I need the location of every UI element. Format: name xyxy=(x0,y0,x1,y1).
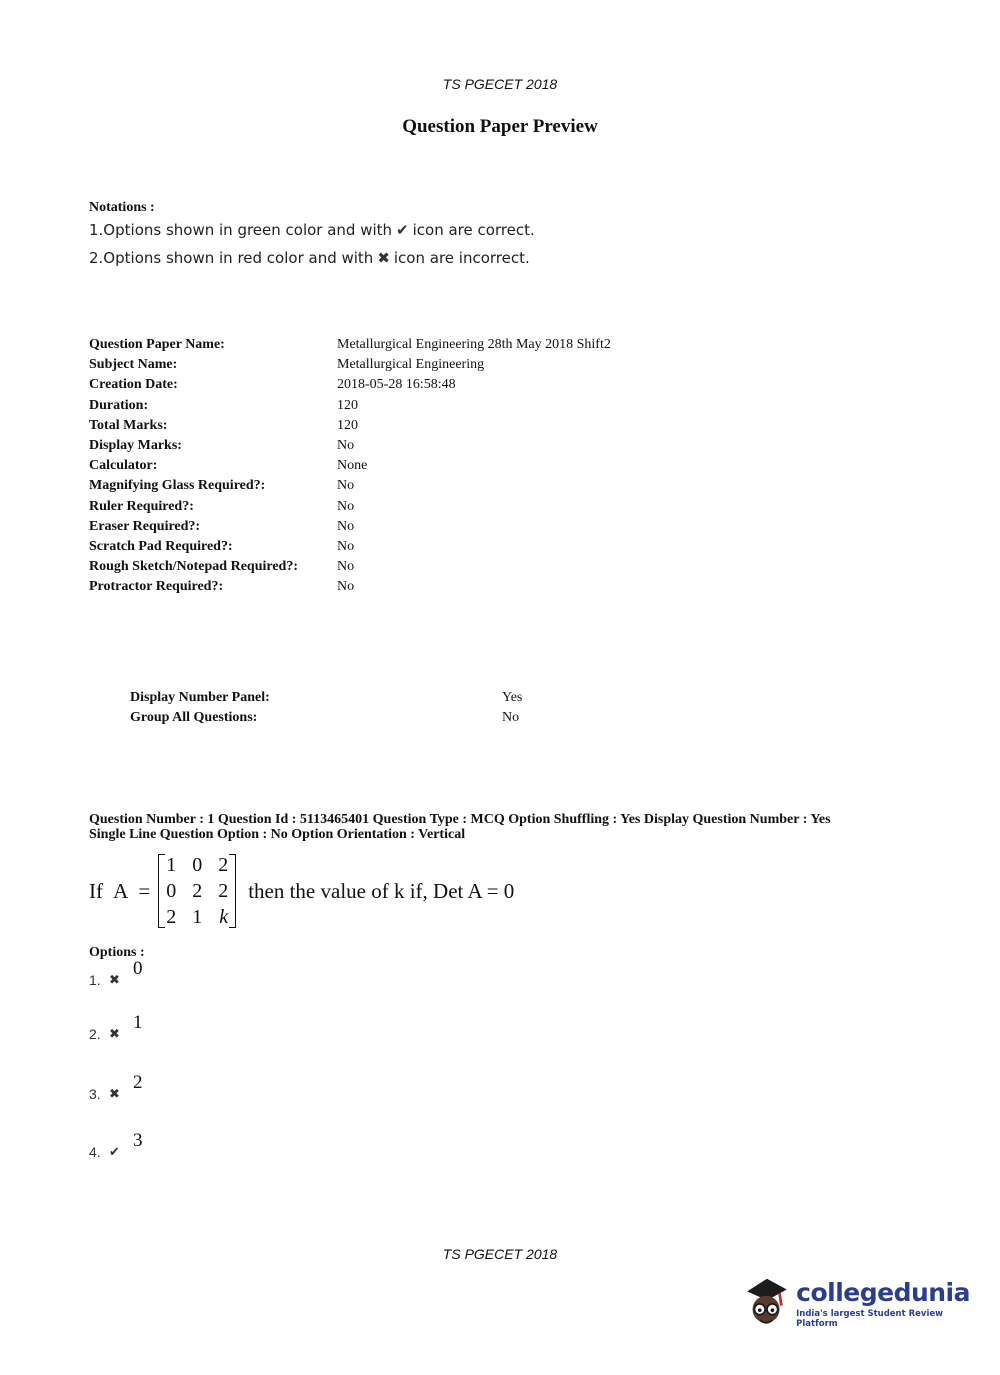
detail-key: Protractor Required?: xyxy=(89,579,224,595)
detail-key: Ruler Required?: xyxy=(89,498,194,514)
matrix-cell: 2 xyxy=(218,880,229,902)
option-item[interactable] xyxy=(89,1072,143,1102)
detail-value: Metallurgical Engineering 28th May 2018 Shift2 xyxy=(337,337,611,352)
options-label: Options : xyxy=(89,945,145,960)
matrix-cell: 0 xyxy=(192,854,203,876)
question-info-line: Single Line Question Option : No Option Orientation : Vertical xyxy=(89,827,466,842)
detail-row xyxy=(89,476,611,496)
detail-key: Total Marks: xyxy=(89,417,168,433)
cross-icon: ✖ xyxy=(109,1086,120,1101)
notation-text: 2.Options shown in red color and with xyxy=(89,249,374,267)
panel-settings xyxy=(130,688,522,728)
panel-row xyxy=(130,708,522,728)
detail-key: Scratch Pad Required?: xyxy=(89,539,233,555)
detail-key: Magnifying Glass Required?: xyxy=(89,478,266,494)
notations-label: Notations : xyxy=(89,200,155,215)
notation-text: 1.Options shown in green color and with xyxy=(89,221,393,239)
detail-key: Calculator: xyxy=(89,458,158,474)
matrix-cell: 2 xyxy=(166,906,177,928)
panel-row xyxy=(130,688,522,708)
option-number: 3. xyxy=(89,1086,101,1102)
option-value: 2 xyxy=(133,1072,143,1093)
detail-row xyxy=(89,375,611,395)
option-item[interactable] xyxy=(89,958,143,988)
matrix-cell: k xyxy=(219,906,229,928)
logo-brand-name: collegedunia xyxy=(796,1277,970,1307)
mascot-icon xyxy=(740,1270,792,1336)
panel-value: Yes xyxy=(502,690,523,705)
detail-value: No xyxy=(337,579,355,595)
detail-value: No xyxy=(337,498,355,514)
logo-tagline: India's largest Student Review Platform xyxy=(796,1308,944,1329)
question-prefix: If A = xyxy=(89,878,151,903)
detail-row xyxy=(89,557,611,577)
detail-row xyxy=(89,436,611,456)
cross-icon: ✖ xyxy=(109,972,120,987)
option-value: 0 xyxy=(133,958,143,979)
page-title: Question Paper Preview xyxy=(402,116,598,137)
detail-value: Metallurgical Engineering xyxy=(337,357,485,373)
option-number: 1. xyxy=(89,972,101,988)
paper-details xyxy=(89,335,611,598)
question-info xyxy=(89,812,909,842)
detail-row xyxy=(89,416,611,436)
option-value: 1 xyxy=(133,1012,143,1033)
detail-row xyxy=(89,517,611,537)
notation-text: icon are correct. xyxy=(412,221,535,239)
detail-value: No xyxy=(337,518,355,534)
detail-key: Display Marks: xyxy=(89,438,182,454)
matrix-cell: 2 xyxy=(218,854,229,876)
detail-row xyxy=(89,335,611,355)
detail-row xyxy=(89,396,611,416)
notation-text: icon are incorrect. xyxy=(393,249,530,267)
matrix-cell: 1 xyxy=(166,854,177,876)
detail-value: No xyxy=(337,478,355,494)
question-suffix: then the value of k if, Det A = 0 xyxy=(248,878,515,903)
detail-key: Eraser Required?: xyxy=(89,518,201,534)
detail-value: No xyxy=(337,539,355,555)
cross-icon: ✖ xyxy=(377,249,390,267)
detail-key: Rough Sketch/Notepad Required?: xyxy=(89,559,298,575)
matrix-a xyxy=(158,852,236,930)
cross-icon: ✖ xyxy=(109,1026,120,1041)
notation-correct xyxy=(89,221,535,239)
matrix-cell: 0 xyxy=(166,880,177,902)
option-number: 2. xyxy=(89,1026,101,1042)
footer-exam-name: TS PGECET 2018 xyxy=(442,1246,558,1262)
option-number: 4. xyxy=(89,1144,101,1160)
question-info-line: Question Number : 1 Question Id : 5113465401 Question Type : MCQ Option Shuffling : Yes Display Question Number : Yes xyxy=(89,812,831,827)
panel-key: Group All Questions: xyxy=(130,710,258,725)
matrix-cell: 2 xyxy=(192,880,203,902)
option-item[interactable] xyxy=(89,1012,143,1042)
option-item[interactable] xyxy=(89,1130,143,1160)
check-icon: ✔ xyxy=(109,1144,120,1159)
panel-value: No xyxy=(502,710,520,725)
detail-key: Creation Date: xyxy=(89,377,178,393)
detail-key: Question Paper Name: xyxy=(89,337,225,352)
panel-key: Display Number Panel: xyxy=(130,690,270,705)
detail-value: None xyxy=(337,458,368,474)
detail-value: 2018-05-28 16:58:48 xyxy=(337,377,456,393)
detail-row xyxy=(89,577,611,597)
header-exam-name: TS PGECET 2018 xyxy=(442,76,558,92)
detail-row xyxy=(89,456,611,476)
option-value: 3 xyxy=(133,1130,143,1151)
detail-row xyxy=(89,497,611,517)
detail-row xyxy=(89,537,611,557)
detail-value: No xyxy=(337,438,355,454)
detail-value: 120 xyxy=(337,417,358,433)
detail-key: Duration: xyxy=(89,397,149,413)
check-icon: ✔ xyxy=(396,221,409,239)
detail-value: No xyxy=(337,559,355,575)
collegedunia-logo xyxy=(740,1268,970,1338)
detail-row xyxy=(89,355,611,375)
notation-incorrect xyxy=(89,249,530,267)
detail-key: Subject Name: xyxy=(89,357,178,373)
matrix-cell: 1 xyxy=(192,906,203,928)
detail-value: 120 xyxy=(337,397,358,413)
question-text xyxy=(89,852,514,930)
